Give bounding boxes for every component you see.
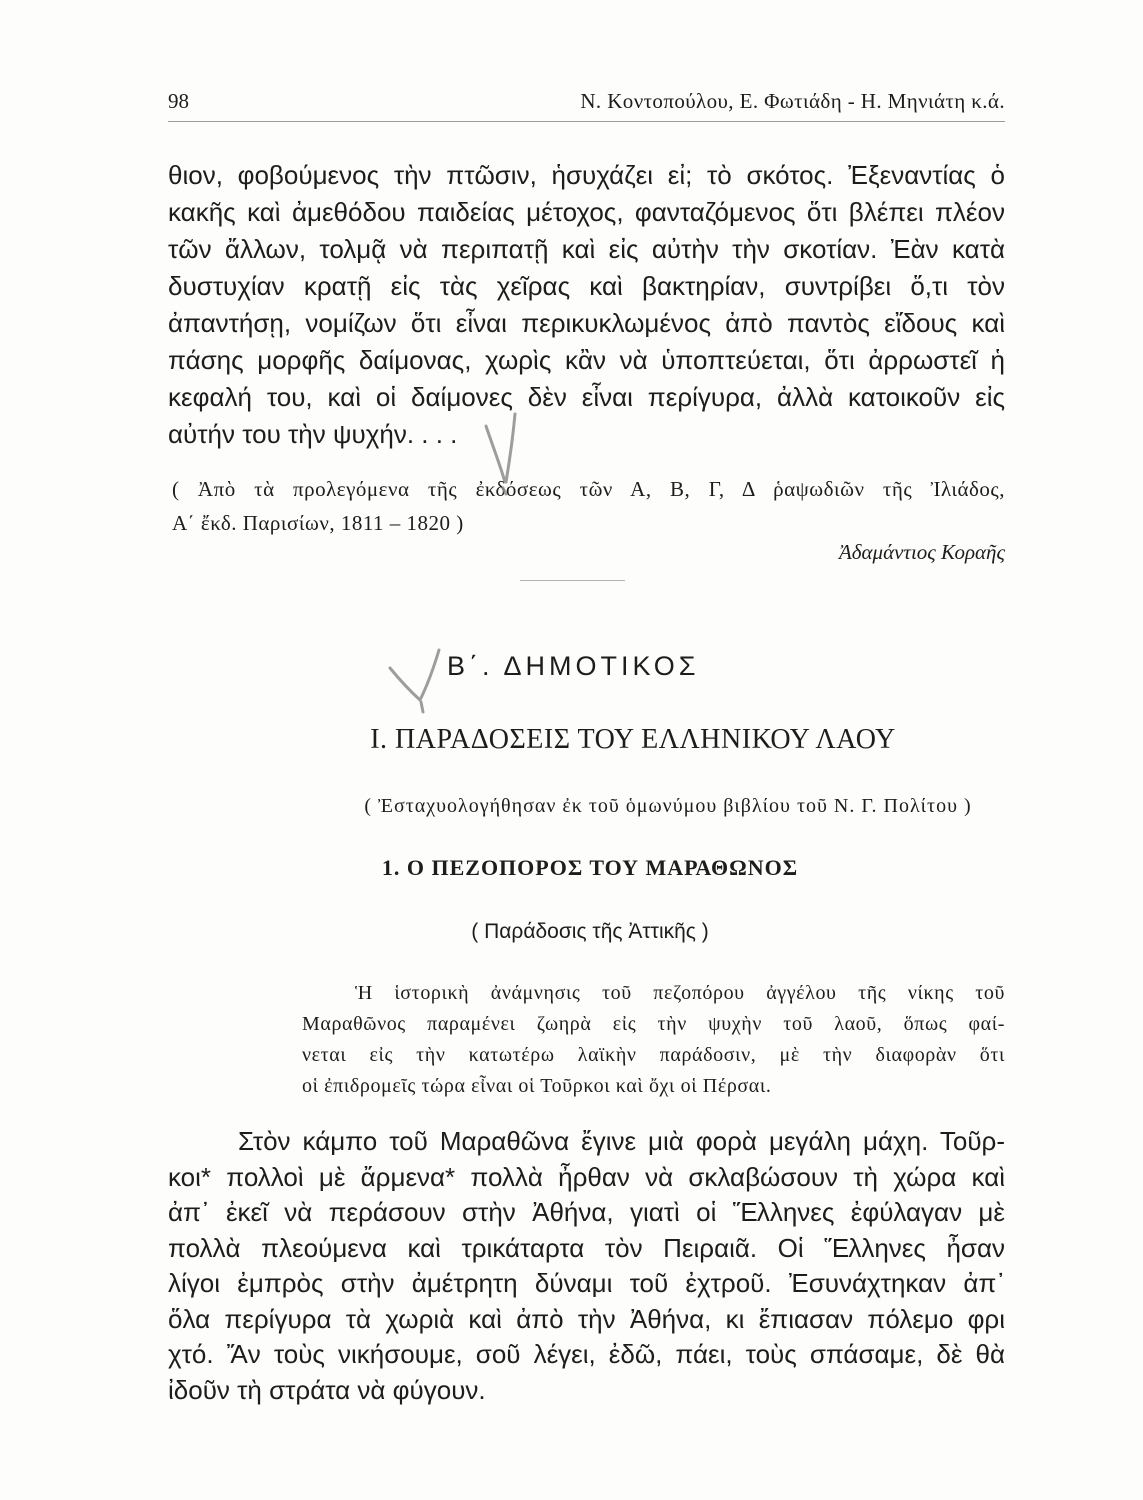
body-line: λίγοι ἐμπρὸς στὴν ἀμέτρητη δύναμι τοῦ ἐχτροῦ. Ἐσυνάχτηκαν ἀπ᾽ — [168, 1268, 1005, 1298]
citation-line: ( Ἀπὸ τὰ προλεγόμενα τῆς ἐκδόσεως τῶν Α, Β, Γ, Δ ῥαψωδιῶν τῆς Ἰλιάδος, — [172, 477, 1005, 501]
citation-author: Ἀδαμάντιος Κοραῆς — [838, 540, 1005, 564]
excerpt-line: κακῆς καὶ ἀμεθόδου παιδείας μέτοχος, φανταζόμενος ὅτι βλέπει πλέον — [168, 197, 1005, 227]
body-line: Στὸν κάμπο τοῦ Μαραθῶνα ἔγινε μιὰ φορὰ μεγάλη μάχη. Τοῦρ- — [238, 1126, 1005, 1156]
section-divider — [520, 580, 625, 581]
body-line: ἰδοῦν τὴ στράτα νὰ φύγουν. — [168, 1374, 486, 1405]
section-heading: Β΄. ΔΗΜΟΤΙΚΟΣ — [447, 651, 700, 681]
chapter-title: Ι. ΠΑΡΑΔΟΣΕΙΣ ΤΟΥ ΕΛΛΗΝΙΚΟΥ ΛΑΟΥ — [370, 724, 896, 755]
excerpt-line: θιον, φοβούμενος τὴν πτῶσιν, ἡσυχάζει εἰ; τὸ σκότος. Ἐξεναντίας ὁ — [168, 160, 1005, 190]
body-line: ἀπ᾽ ἐκεῖ νὰ περάσουν στὴν Ἀθήνα, γιατὶ οἱ Ἕλληνες ἐφύλαγαν μὲ — [168, 1197, 1005, 1227]
excerpt-line: δυστυχίαν κρατῇ εἰς τὰς χεῖρας καὶ βακτηρίαν, συντρίβει ὅ,τι τὸν — [168, 271, 1005, 301]
story-title: 1. Ο ΠΕΖΟΠΟΡΟΣ ΤΟΥ ΜΑΡΑΘΩΝΟΣ — [381, 855, 799, 880]
body-line: πολλὰ πλεούμενα καὶ τρικάταρτα τὸν Πειραιᾶ. Οἱ Ἕλληνες ἦσαν — [168, 1232, 1005, 1263]
excerpt-paragraph — [168, 157, 1005, 453]
header-rule — [168, 121, 1005, 122]
story-intro — [302, 978, 1005, 1102]
running-title: Ν. Κοντοπούλου, Ε. Φωτιάδη - Η. Μηνιάτη κ.ά. — [580, 89, 1005, 113]
excerpt-line: κεφαλή του, καὶ οἱ δαίμονες δὲν εἶναι περίγυρα, ἀλλὰ κατοικοῦν εἰς — [168, 382, 1005, 412]
body-line: χτό. Ἄν τοὺς νικήσουμε, σοῦ λέγει, ἐδῶ, πάει, τοὺς σπάσαμε, δὲ θὰ — [168, 1339, 1005, 1369]
intro-line: νεται εἰς τὴν κατωτέρω λαϊκὴν παράδοσιν, μὲ τὴν διαφορὰν ὅτι — [302, 1044, 1005, 1066]
body-line: ὅλα περίγυρα τὰ χωριὰ καὶ ἀπὸ τὴν Ἀθήνα, κι ἔπιασαν πόλεμο φρι — [168, 1303, 1005, 1334]
citation — [172, 472, 1005, 540]
source-note: ( Ἐσταχυολογήθησαν ἐκ τοῦ ὁμωνύμου βιβλίου τοῦ Ν. Γ. Πολίτου ) — [364, 795, 972, 817]
page-number: 98 — [168, 89, 189, 113]
excerpt-line: τῶν ἄλλων, τολμᾷ νὰ περιπατῇ καὶ εἰς αὐτὴν τὴν σκοτίαν. Ἐὰν κατὰ — [168, 234, 1005, 264]
intro-line: Ἡ ἱστορικὴ ἀνάμνησις τοῦ πεζοπόρου ἀγγέλου τῆς νίκης τοῦ — [355, 982, 1005, 1004]
excerpt-line: αὐτήν του τὴν ψυχήν. . . . — [168, 419, 458, 449]
excerpt-line: πάσης μορφῆς δαίμονας, χωρὶς κἂν νὰ ὑποπτεύεται, ὅτι ἀρρωστεῖ ἡ — [168, 345, 1005, 375]
excerpt-line: ἀπαντήσῃ, νομίζων ὅτι εἶναι περικυκλωμένος ἀπὸ παντὸς εἴδους καὶ — [168, 308, 1005, 338]
intro-line: Μαραθῶνος παραμένει ζωηρὰ εἰς τὴν ψυχὴν τοῦ λαοῦ, ὅπως φαί- — [302, 1013, 1005, 1035]
story-subtitle: ( Παράδοσις τῆς Ἀττικῆς ) — [471, 920, 709, 943]
handwritten-check-mark-icon — [390, 650, 439, 712]
citation-line: Α΄ ἔκδ. Παρισίων, 1811 – 1820 ) — [172, 511, 464, 535]
story-body — [168, 1124, 1005, 1408]
intro-line: οἱ ἐπιδρομεῖς τώρα εἶναι οἱ Τοῦρκοι καὶ ὄχι οἱ Πέρσαι. — [302, 1075, 772, 1097]
body-line: κοι* πολλοὶ μὲ ἄρμενα* πολλὰ ἦρθαν νὰ σκλαβώσουν τὴ χώρα καὶ — [168, 1161, 1005, 1192]
